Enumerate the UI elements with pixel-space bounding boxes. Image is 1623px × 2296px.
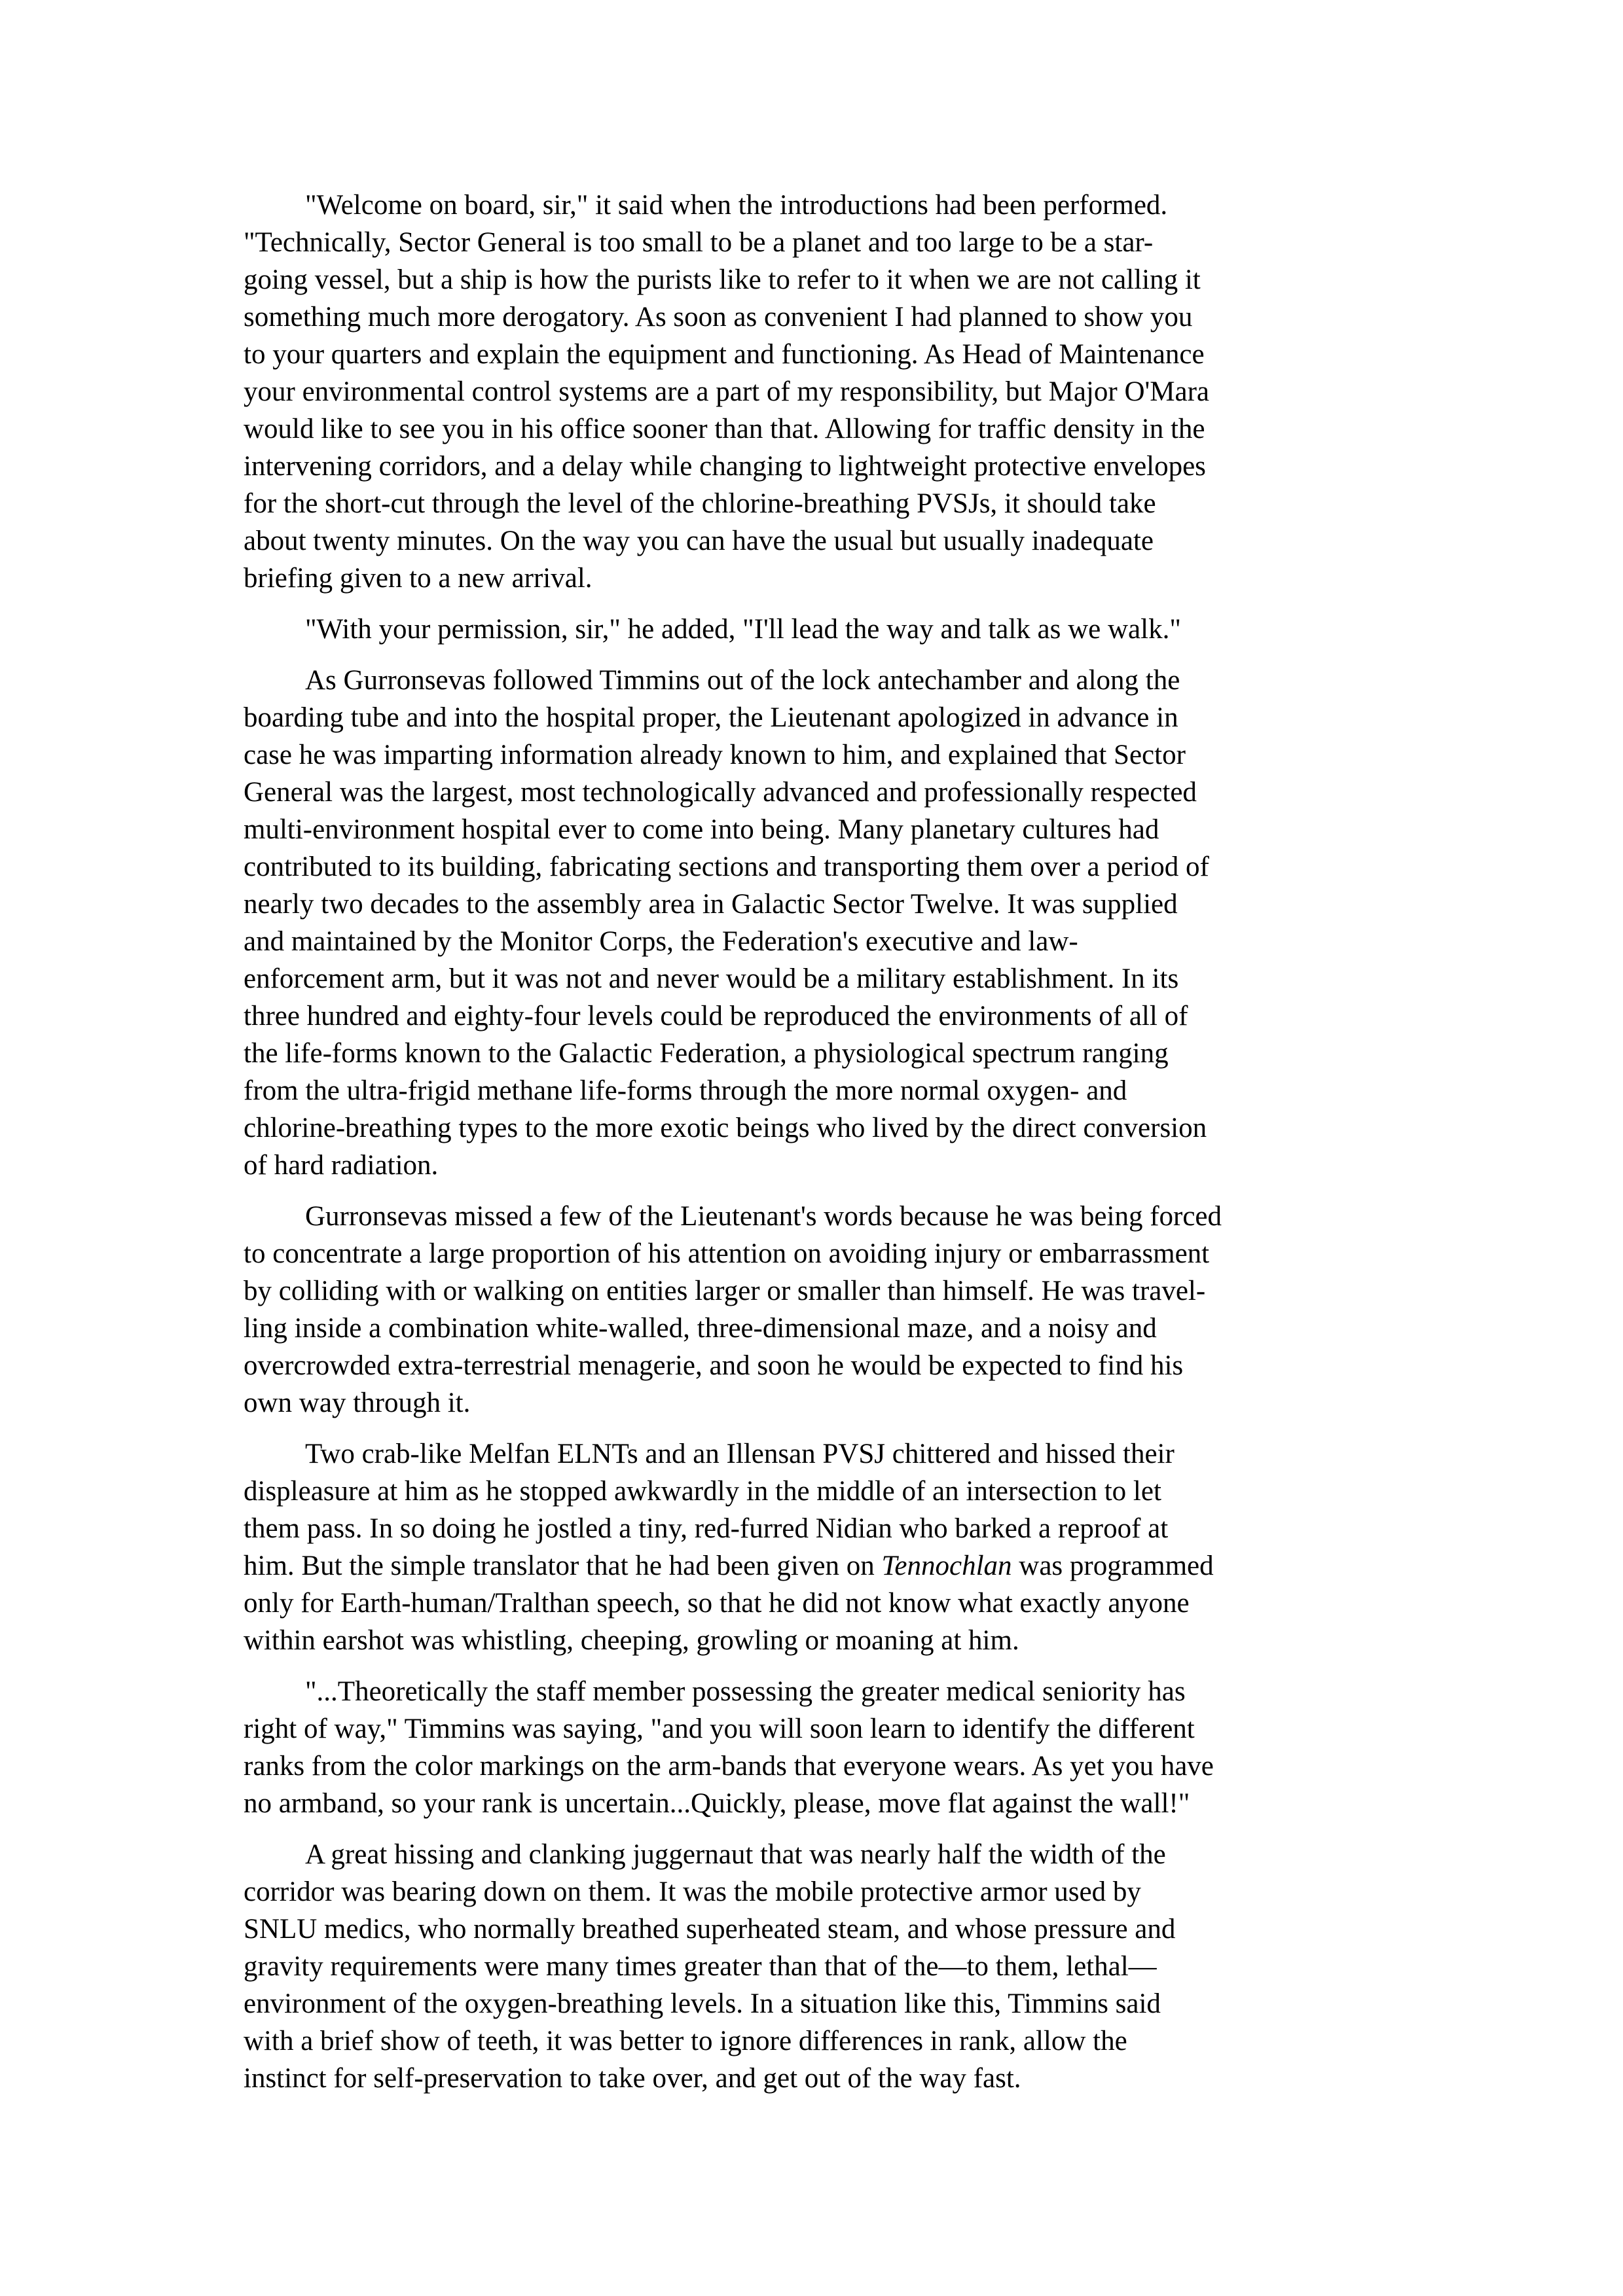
text-line — [244, 611, 1383, 648]
text-segment: Gurronsevas missed a few of the Lieutenant's words because he was being forced — [305, 1201, 1222, 1232]
text-line — [244, 2060, 1383, 2097]
page-text — [244, 187, 1383, 2111]
text-segment: going vessel, but a ship is how the purists like to refer to it when we are not calling it — [244, 264, 1201, 295]
text-segment: no armband, so your rank is uncertain...Quickly, please, move flat against the wall!" — [244, 1788, 1190, 1819]
text-segment: "With your permission, sir," he added, "I'll lead the way and talk as we walk." — [305, 614, 1181, 645]
text-line — [244, 373, 1383, 410]
text-segment: them pass. In so doing he jostled a tiny, red-furred Nidian who barked a reproof at — [244, 1513, 1169, 1544]
italic-text-segment: Tennochlan — [881, 1551, 1012, 1581]
text-line — [244, 448, 1383, 485]
text-segment: multi-environment hospital ever to come into being. Many planetary cultures had — [244, 814, 1159, 845]
text-segment: overcrowded extra-terrestrial menagerie, and soon he would be expected to find his — [244, 1350, 1184, 1381]
text-segment: environment of the oxygen-breathing levels. In a situation like this, Timmins said — [244, 1988, 1161, 2019]
text-line — [244, 261, 1383, 298]
text-line — [244, 1836, 1383, 1873]
text-segment: corridor was bearing down on them. It was the mobile protective armor used by — [244, 1876, 1141, 1907]
text-line — [244, 485, 1383, 522]
text-line — [244, 848, 1383, 886]
text-line — [244, 1710, 1383, 1748]
text-line — [244, 2022, 1383, 2060]
text-line — [244, 1272, 1383, 1310]
text-line — [244, 662, 1383, 699]
text-segment: to concentrate a large proportion of his attention on avoiding injury or embarrassment — [244, 1238, 1210, 1269]
text-line — [244, 1985, 1383, 2022]
text-segment: ling inside a combination white-walled, three-dimensional maze, and a noisy and — [244, 1313, 1157, 1344]
text-line — [244, 336, 1383, 373]
paragraph — [244, 1673, 1383, 1822]
text-segment: was programmed — [1012, 1551, 1214, 1581]
text-segment: right of way," Timmins was saying, "and you will soon learn to identify the different — [244, 1713, 1195, 1744]
text-line — [244, 187, 1383, 224]
text-line — [244, 224, 1383, 261]
text-segment: contributed to its building, fabricating sections and transporting them over a period of — [244, 852, 1209, 882]
text-segment: briefing given to a new arrival. — [244, 563, 593, 594]
paragraph — [244, 611, 1383, 648]
text-line — [244, 1622, 1383, 1659]
text-segment: A great hissing and clanking juggernaut that was nearly half the width of the — [305, 1839, 1166, 1870]
text-segment: and maintained by the Monitor Corps, the Federation's executive and law- — [244, 926, 1078, 957]
text-line — [244, 1873, 1383, 1910]
text-segment: As Gurronsevas followed Timmins out of the lock antechamber and along the — [305, 665, 1180, 696]
text-segment: the life-forms known to the Galactic Federation, a physiological spectrum ranging — [244, 1038, 1169, 1069]
text-line — [244, 736, 1383, 774]
paragraph — [244, 187, 1383, 597]
text-line — [244, 1547, 1383, 1585]
text-segment: enforcement arm, but it was not and never would be a military establishment. In its — [244, 963, 1179, 994]
text-line — [244, 1235, 1383, 1272]
text-line — [244, 1585, 1383, 1622]
text-segment: by colliding with or walking on entities larger or smaller than himself. He was travel- — [244, 1276, 1206, 1306]
paragraph — [244, 1198, 1383, 1422]
text-line — [244, 1147, 1383, 1184]
text-line — [244, 923, 1383, 960]
text-segment: "Welcome on board, sir," it said when the introductions had been performed. — [305, 190, 1168, 221]
text-line — [244, 1473, 1383, 1510]
text-line — [244, 1035, 1383, 1072]
text-segment: instinct for self-preservation to take over, and get out of the way fast. — [244, 2063, 1021, 2094]
text-line — [244, 1510, 1383, 1547]
text-segment: only for Earth-human/Tralthan speech, so that he did not know what exactly anyone — [244, 1588, 1190, 1619]
text-segment: him. But the simple translator that he had been given on — [244, 1551, 882, 1581]
text-segment: for the short-cut through the level of the chlorine-breathing PVSJs, it should take — [244, 488, 1156, 519]
text-segment: nearly two decades to the assembly area in Galactic Sector Twelve. It was supplied — [244, 889, 1178, 920]
text-line — [244, 1673, 1383, 1710]
text-segment: with a brief show of teeth, it was better to ignore differences in rank, allow the — [244, 2026, 1127, 2056]
text-segment: intervening corridors, and a delay while changing to lightweight protective envelopes — [244, 451, 1206, 482]
text-line — [244, 1109, 1383, 1147]
text-line — [244, 1910, 1383, 1948]
text-segment: boarding tube and into the hospital proper, the Lieutenant apologized in advance in — [244, 702, 1178, 733]
text-line — [244, 1785, 1383, 1822]
text-line — [244, 1948, 1383, 1985]
text-line — [244, 1748, 1383, 1785]
text-segment: to your quarters and explain the equipment and functioning. As Head of Maintenance — [244, 339, 1205, 370]
text-line — [244, 811, 1383, 848]
text-segment: three hundred and eighty-four levels could be reproduced the environments of all of — [244, 1001, 1188, 1031]
text-segment: about twenty minutes. On the way you can have the usual but usually inadequate — [244, 526, 1154, 556]
text-segment: "Technically, Sector General is too small to be a planet and too large to be a star- — [244, 227, 1154, 258]
text-line — [244, 960, 1383, 997]
text-line — [244, 1384, 1383, 1422]
text-line — [244, 1072, 1383, 1109]
text-segment: "...Theoretically the staff member possessing the greater medical seniority has — [305, 1676, 1186, 1707]
text-line — [244, 410, 1383, 448]
text-segment: would like to see you in his office sooner than that. Allowing for traffic density in the — [244, 414, 1205, 444]
text-segment: ranks from the color markings on the arm-bands that everyone wears. As yet you have — [244, 1751, 1214, 1782]
text-line — [244, 886, 1383, 923]
text-segment: own way through it. — [244, 1388, 471, 1418]
text-segment: something much more derogatory. As soon as convenient I had planned to show you — [244, 302, 1193, 332]
text-segment: Two crab-like Melfan ELNTs and an Illensan PVSJ chittered and hissed their — [305, 1439, 1175, 1469]
text-segment: chlorine-breathing types to the more exotic beings who lived by the direct conversion — [244, 1113, 1207, 1143]
text-line — [244, 1347, 1383, 1384]
text-segment: from the ultra-frigid methane life-forms through the more normal oxygen- and — [244, 1075, 1127, 1106]
text-line — [244, 774, 1383, 811]
text-line — [244, 1310, 1383, 1347]
text-line — [244, 997, 1383, 1035]
text-segment: General was the largest, most technologically advanced and professionally respected — [244, 777, 1197, 808]
text-segment: gravity requirements were many times greater than that of the—to them, lethal— — [244, 1951, 1157, 1982]
text-line — [244, 1198, 1383, 1235]
text-line — [244, 699, 1383, 736]
paragraph — [244, 1435, 1383, 1659]
text-segment: your environmental control systems are a part of my responsibility, but Major O'Mara — [244, 376, 1209, 407]
paragraph — [244, 662, 1383, 1184]
text-segment: SNLU medics, who normally breathed superheated steam, and whose pressure and — [244, 1914, 1176, 1945]
text-segment: within earshot was whistling, cheeping, growling or moaning at him. — [244, 1625, 1019, 1656]
text-segment: of hard radiation. — [244, 1150, 439, 1181]
paragraph — [244, 1836, 1383, 2097]
text-segment: displeasure at him as he stopped awkwardly in the middle of an intersection to let — [244, 1476, 1161, 1507]
text-line — [244, 1435, 1383, 1473]
text-line — [244, 298, 1383, 336]
text-line — [244, 560, 1383, 597]
text-segment: case he was imparting information already known to him, and explained that Sector — [244, 740, 1186, 770]
text-line — [244, 522, 1383, 560]
